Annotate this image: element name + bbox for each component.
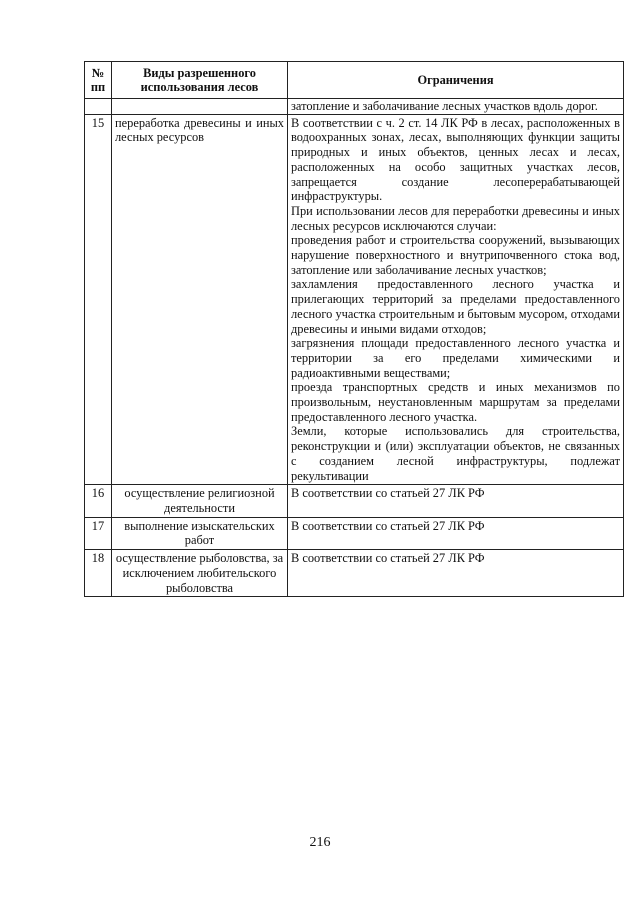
table-row (85, 114, 624, 485)
limit-paragraph: захламления предоставленного лесного участка и прилегающих территорий за пределами предоставленного лесного участка строительным и бытовым мусором, отходами древесины и иными видами отходов; (291, 277, 620, 336)
limit-paragraph: В соответствии с ч. 2 ст. 14 ЛК РФ в лесах, расположенных в водоохранных зонах, лесах, выполняющих функции защиты природных и иных объектов, ценных лесах и лесах, расположенных на особо защитных участках лесов, запрещается создание лесоперерабатывающей инфраструктуры. (291, 115, 620, 204)
limit-paragraph: проезда транспортных средств и иных механизмов по произвольным, неустановленным маршрутам за пределами предоставленного лесного участка. (291, 380, 620, 424)
limit-paragraph: проведения работ и строительства сооружений, вызывающих нарушение поверхностного и внутрипочвенного стока вод, затопление или заболачивание лесных участков; (291, 233, 620, 277)
continuation-text: затопление и заболачивание лесных участков вдоль дорог. (288, 99, 624, 115)
row-use-kind: осуществление религиозной деятельности (112, 485, 288, 517)
limit-paragraph: При использовании лесов для переработки древесины и иных лесных ресурсов исключаются случаи: (291, 203, 620, 233)
row-limits: В соответствии со статьей 27 ЛК РФ (288, 485, 624, 517)
row-use-kind: выполнение изыскательских работ (112, 517, 288, 549)
limit-paragraph: загрязнения площади предоставленного лесного участка и территории за его пределами химическими и радиоактивными веществами; (291, 336, 620, 380)
limit-paragraph: Земли, которые использовались для строительства, реконструкции и (или) эксплуатации объектов, не связанных с созданием лесной инфраструктуры, подлежат рекультивации (291, 424, 620, 483)
row-limits: В соответствии со статьей 27 ЛК РФ (288, 517, 624, 549)
header-limits: Ограничения (288, 62, 624, 99)
table-row-continuation (85, 99, 624, 115)
table-row (85, 550, 624, 597)
row-use-kind: осуществление рыболовства, за исключением любительского рыболовства (112, 550, 288, 597)
header-num: № пп (85, 62, 112, 99)
row-limits (288, 114, 624, 485)
row-number: 15 (85, 114, 112, 485)
row-number: 16 (85, 485, 112, 517)
page-number: 216 (309, 835, 331, 850)
header-kind: Виды разрешенного использования лесов (112, 62, 288, 99)
table-row (85, 517, 624, 549)
row-number: 17 (85, 517, 112, 549)
row-use-kind: переработка древесины и иных лесных ресурсов (112, 114, 288, 485)
table-header-row (85, 62, 624, 99)
row-number: 18 (85, 550, 112, 597)
table-row (85, 485, 624, 517)
forest-use-table (84, 61, 624, 597)
row-limits: В соответствии со статьей 27 ЛК РФ (288, 550, 624, 597)
